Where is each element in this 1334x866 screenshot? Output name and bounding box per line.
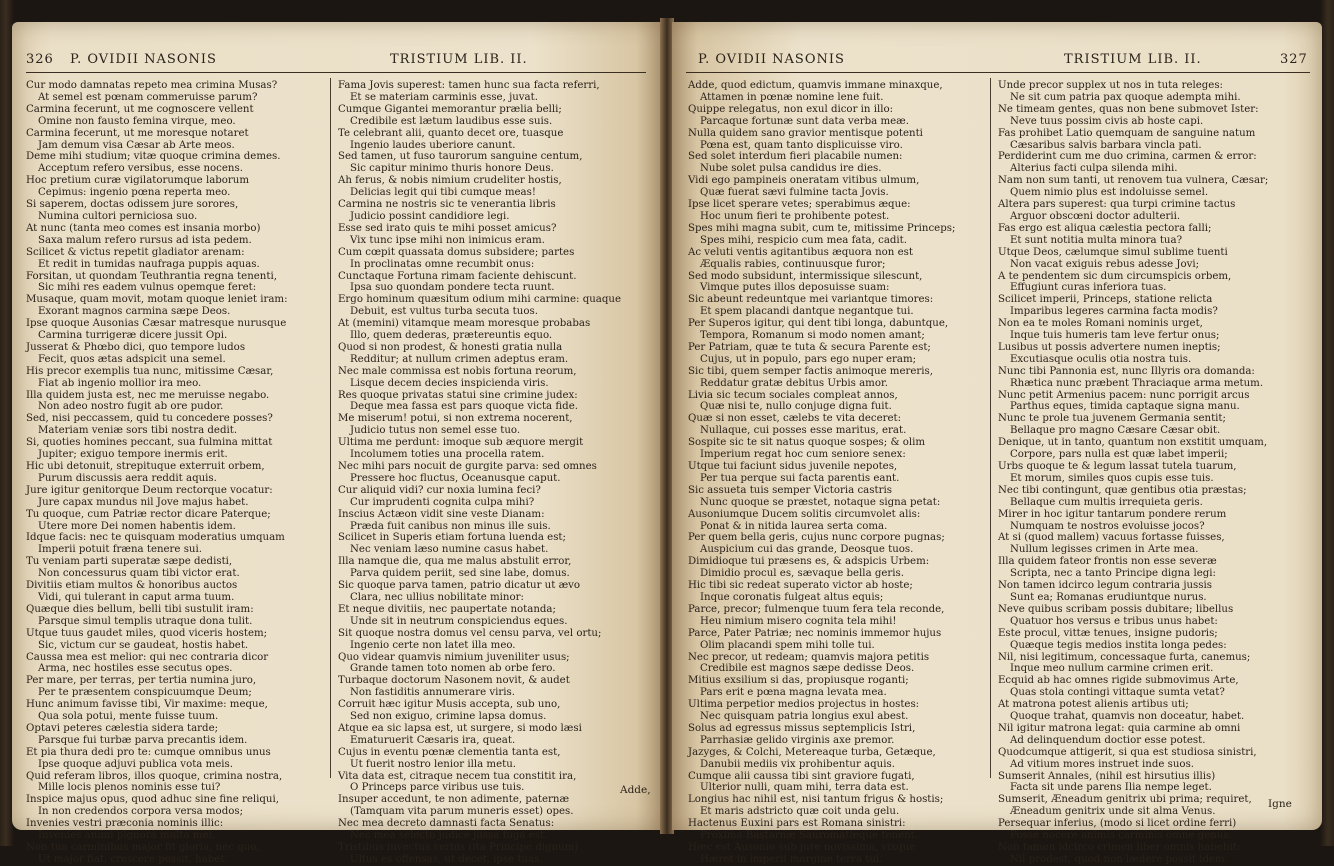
verse-line: Este procul, vittæ tenues, insigne pudoris;: [998, 627, 1218, 639]
left-column-1: [26, 80, 316, 866]
verse-line: Credibile est lætum laudibus esse suis.: [350, 115, 553, 127]
verse-line: Nec mea decreto damnasti facta Senatus:: [338, 818, 555, 830]
verse-line: Vidi, qui tulerant in caput arma tuum.: [38, 591, 235, 603]
verse-line: Longius hac nihil est, nisi tantum frigus & hostis;: [688, 794, 944, 806]
verse-line: Ad vitium mores instruet inde suos.: [1010, 758, 1195, 770]
verse-line: Ut fuerit nostro lenior illa metu.: [350, 758, 517, 770]
verse-line: Sospite sic te sit natus quoque sospes; & olim: [688, 437, 926, 449]
verse-line: Neve quibus scribam possis dubitare; libellus: [998, 603, 1234, 615]
verse-line: Mitius exsilium si das, propiusque roganti;: [688, 675, 909, 687]
verse-line: Si saperem, doctas odissem jure sorores,: [26, 199, 239, 211]
verse-line: Unde precor supplex ut nos in tuta releges:: [998, 80, 1223, 91]
verse-line: Arguor obscœni doctor adulterii.: [1010, 210, 1181, 222]
verse-line: Parsque fui turbæ parva precantis idem.: [38, 734, 248, 746]
verse-line: Persequar inferius, (modo si licet ordine ferri): [998, 818, 1237, 830]
verse-line: At nunc (tanta meo comes est insania morbo): [26, 222, 261, 234]
verse-line: Et pia thura dedi pro te: cumque omnibus unus: [26, 746, 271, 758]
verse-line: Vix tunc ipse mihi non inimicus eram.: [350, 234, 545, 246]
right-running-head-title: TRISTIUM LIB. II.: [1064, 52, 1202, 67]
verse-line: Scilicet imperii, Princeps, statione relicta: [998, 294, 1213, 306]
verse-line: A te pendentem sic dum circumspicis orbem,: [998, 270, 1232, 282]
verse-line: Me miserum! potui, si non extrema nocerent,: [338, 413, 573, 425]
verse-line: Deme mihi studium; vitæ quoque crimina demes.: [26, 151, 281, 163]
verse-line: Tu quoque, cum Patriæ rector dicare Paterque;: [26, 508, 271, 520]
verse-line: Non adeo nostro fugit ab ore pudor.: [38, 401, 224, 413]
verse-line: Ponat & in nitida laurea serta coma.: [700, 520, 888, 532]
verse-line: Delicias legit qui tibi cumque meas!: [350, 187, 536, 199]
verse-line: O Princeps parce viribus use tuis.: [350, 782, 525, 794]
right-catchword: Igne: [1268, 798, 1292, 810]
verse-line: Sic abeunt redeuntque mei variantque timores:: [688, 294, 934, 306]
verse-line: Corpore, pars nulla est quæ labet imperii;: [1010, 449, 1228, 461]
verse-line: Nulla quidem sano gravior mentisque potenti: [688, 127, 923, 139]
verse-line: Auspicium cui das grande, Deosque tuos.: [700, 544, 914, 556]
verse-line: Sed modo subsidunt, intermissique silescunt,: [688, 270, 923, 282]
verse-line: Utque tui faciunt sidus juvenile nepotes,: [688, 461, 898, 472]
verse-line: Ultus es offensas, ut decet, ipse tuas.: [350, 853, 543, 865]
verse-line: Judicio possint candidiore legi.: [350, 210, 510, 222]
verse-line: Cur imprudenti cognita culpa mihi?: [350, 496, 535, 508]
verse-line: Fecit, quos ætas adspicit una semel.: [38, 353, 226, 365]
verse-line: Jure igitur genitorque Deum rectorque vocatur:: [26, 484, 273, 496]
verse-line: Clara, nec ullius nobilitate minor:: [350, 591, 524, 603]
verse-line: Invenies animi pignora multa mei.: [38, 830, 215, 842]
verse-line: Adde, quod edictum, quamvis immane minaxque,: [688, 80, 943, 91]
verse-line: Nec quisquam patria longius exul abest.: [700, 711, 909, 723]
verse-line: Invenies vestri præconia nominis illic:: [26, 818, 224, 830]
verse-line: Carmina turrigeræ dicere jussit Opi.: [38, 330, 228, 342]
verse-line: Ematuruerit Cæsaris ira, queat.: [350, 734, 516, 746]
verse-line: Inspice majus opus, quod adhuc sine fine reliqui,: [26, 794, 279, 806]
verse-line: Illo, quem dederas, prætereuntis equo.: [350, 330, 553, 342]
verse-line: Olim placandi spem mihi tolle tui.: [700, 639, 875, 651]
verse-line: Quæ fuerat sævi fulmine tacta Jovis.: [700, 187, 889, 199]
verse-line: Pressere hoc fluctus, Oceanusque caput.: [350, 472, 561, 484]
verse-line: Parrhasiæ gelido virginis axe premor.: [700, 734, 895, 746]
right-column-divider: [990, 78, 991, 778]
verse-line: Deque mea fassa est pars quoque victa fide.: [350, 401, 578, 413]
verse-line: Cepimus: ingenio pœna reperta meo.: [38, 187, 231, 199]
verse-line: Carmina ne nostris sic te venerantia libris: [338, 199, 556, 211]
verse-line: Divitiis etiam multos & honoribus auctos: [26, 580, 238, 592]
right-page: [672, 22, 1322, 865]
verse-line: Nil prodest, quod non lædere possit idem.: [1010, 853, 1228, 865]
verse-line: Quoque trahat, quamvis non doceatur, habet.: [1010, 711, 1245, 723]
verse-line: In proclinatas omne recumbit onus:: [350, 258, 535, 270]
left-running-head-author: P. OVIDII NASONIS: [70, 52, 217, 67]
verse-line: Per Superos igitur, qui dent tibi longa, dabuntque,: [688, 318, 949, 330]
verse-line: Illa quidem justa est, nec me meruisse negabo.: [26, 389, 270, 401]
verse-line: Ecquid ab hac omnes rigide submovimus Arte,: [998, 675, 1239, 687]
right-page-number: 327: [1280, 52, 1308, 67]
verse-line: Danubii mediis vix prohibentur aquis.: [700, 758, 895, 770]
left-catchword: Adde,: [620, 784, 651, 796]
verse-line: Solus ad egressus missus septemplicis Istri,: [688, 722, 916, 734]
verse-line: Vimque putes illos deposuisse suam:: [700, 282, 890, 294]
verse-line: Hoc pretium curæ vigilatorumque laborum: [26, 175, 250, 187]
verse-line: Sed non exiguo, crimine lapsa domus.: [350, 711, 547, 723]
verse-line: Quid referam libros, illos quoque, crimina nostra,: [26, 770, 283, 782]
verse-line: Purum discussis aera reddit aquis.: [38, 472, 217, 484]
verse-line: Te celebrant alii, quanto decet ore, tuasque: [338, 127, 564, 139]
verse-line: Ne sit cum patria pax quoque adempta mihi.: [1010, 91, 1241, 103]
verse-line: Sit quoque nostra domus vel censu parva, vel ortu;: [338, 627, 602, 639]
verse-line: Grande tamen toto nomen ab orbe fero.: [350, 663, 556, 675]
verse-line: His precor exemplis tua nunc, mitissime Cæsar,: [26, 365, 274, 377]
verse-line: Ne timeam gentes, quas non bene submovet Ister:: [998, 103, 1259, 115]
verse-line: Nec precor, ut redeam; quamvis majora petitis: [688, 651, 930, 663]
verse-line: Perdiderint cum me duo crimina, carmen & error:: [998, 151, 1257, 163]
verse-line: Quodcumque attigerit, si qua est studiosa sinistri,: [998, 746, 1257, 758]
verse-line: Non concessurus quam tibi victor erat.: [38, 568, 240, 580]
verse-line: Hæc est Ausonio sub jure novissima, vixque: [688, 842, 916, 853]
verse-line: Illa quidem fateor frontis non esse severæ: [998, 556, 1217, 568]
verse-line: Per quem bella geris, cujus nunc corpore pugnas;: [688, 532, 945, 544]
verse-line: Acceptum refero versibus, esse nocens.: [38, 163, 243, 175]
right-column-1: [688, 80, 982, 866]
verse-line: (Tamquam vita parum muneris esset) opes.: [350, 806, 574, 818]
verse-line: Credibile est magnos sæpe dedisse Deos.: [700, 663, 915, 675]
verse-line: Et maris adstricto quæ coit unda gelu.: [700, 806, 900, 818]
verse-line: Sic assueta tuis semper Victoria castris: [688, 484, 892, 496]
verse-line: Fama Jovis superest: tamen hunc sua facta referri,: [338, 80, 600, 91]
verse-line: Tristibus invectus verbis (ita Principe dignum): [338, 842, 579, 853]
verse-line: Cur modo damnatas repeto mea crimina Musas?: [26, 80, 278, 91]
verse-line: Et spem placandi dantque negantque tui.: [700, 306, 914, 318]
verse-line: Et se materiam carminis esse, juvat.: [350, 91, 538, 103]
verse-line: Rhætica nunc præbent Thraciaque arma metum.: [1010, 377, 1264, 389]
verse-line: Neve tuus possim civis ab hoste capi.: [1010, 115, 1204, 127]
verse-line: Scilicet in Superis etiam fortuna luenda est;: [338, 532, 566, 544]
verse-line: Per Patriam, quæ te tuta & secura Parente est;: [688, 341, 931, 353]
verse-line: Esse sed irato quis te mihi posset amicus?: [338, 222, 557, 234]
verse-line: Imparibus legeres carmina facta modis?: [1010, 306, 1218, 318]
verse-line: Quæ si non esset, cælebs te vita deceret:: [688, 413, 902, 425]
verse-line: Inque tuis humeris tam leve fertur onus;: [1010, 330, 1220, 342]
verse-line: Nec mihi pars nocuit de gurgite parva: sed omnes: [338, 461, 597, 472]
verse-line: Per te præsentem conspicuumque Deum;: [38, 687, 252, 699]
verse-line: Ipse quoque adjuvi publica vota meis.: [38, 758, 234, 770]
verse-line: Præda fuit canibus non minus ille suis.: [350, 520, 551, 532]
verse-line: Hoc unum fieri te prohibente potest.: [700, 210, 890, 222]
verse-line: Sed tamen, ut fuso taurorum sanguine centum,: [338, 151, 583, 163]
left-column-2: [338, 80, 638, 866]
verse-line: Sic quoque parva tamen, patrio dicatur ut ævo: [338, 580, 581, 592]
verse-line: Nunc tibi Pannonia est, nunc Illyris ora domanda:: [998, 365, 1255, 377]
verse-line: Sumserit, Æneadum genitrix ubi prima; requiret,: [998, 794, 1252, 806]
verse-line: Nullum legisses crimen in Arte mea.: [1010, 544, 1199, 556]
left-running-head-title: TRISTIUM LIB. II.: [390, 52, 528, 67]
verse-line: Tempora, Romanum si modo nomen amant;: [700, 330, 925, 342]
verse-line: Idque facis: nec te quisquam moderatius umquam: [26, 532, 285, 544]
verse-line: Et redit in tumidas naufraga puppis aquas.: [38, 258, 260, 270]
verse-line: Pœna est, quam tanto displicuisse viro.: [700, 139, 903, 151]
verse-line: Fiat ab ingenio mollior ira meo.: [38, 377, 202, 389]
verse-line: Ut major fiat, crescere possit, habet.: [38, 853, 228, 865]
verse-line: Nullaque, cui posses esse maritus, erat.: [700, 425, 907, 437]
verse-line: At si (quod mallem) vacuus fortasse fuisses,: [998, 532, 1225, 544]
verse-line: Ingenio certe non latet illa meo.: [350, 639, 516, 651]
verse-line: Nec mea selecto judice jussa fuga est.: [350, 830, 548, 842]
verse-line: Sic mihi res eadem vulnus opemque feret:: [38, 282, 257, 294]
verse-line: Jam demum visa Cæsar ab Arte meos.: [38, 139, 235, 151]
verse-line: Ultima me perdunt: imoque sub æquore mergit: [338, 437, 584, 449]
verse-line: Cum cœpit quassata domus subsidere; partes: [338, 246, 575, 258]
verse-line: Nube solet pulsa candidus ire dies.: [700, 163, 882, 175]
verse-line: Musaque, quam movit, motam quoque leniet iram:: [26, 294, 288, 306]
verse-line: Bellaque cum multis irrequieta geris.: [1010, 496, 1203, 508]
verse-line: Alterius facti culpa silenda mihi.: [1010, 163, 1178, 175]
verse-line: Cumque Gigantei memorantur prælia belli;: [338, 103, 562, 115]
verse-line: Exorant magnos carmina sæpe Deos.: [38, 306, 231, 318]
verse-line: Excutiasque oculis otia nostra tuis.: [1010, 353, 1192, 365]
verse-line: Spes mihi magna subit, cum te, mitissime Princeps;: [688, 222, 956, 234]
verse-line: Ipse licet sperare vetes; sperabimus æque:: [688, 199, 911, 211]
verse-line: Hic ubi detonuit, strepituque exterruit orbem,: [26, 461, 265, 472]
verse-line: Fas ergo est aliqua cælestia pectora falli;: [998, 222, 1212, 234]
verse-line: Optavi peteres cælestia sidera tarde;: [26, 722, 219, 734]
verse-line: Ausoniumque Ducem solitis circumvolet alis:: [688, 508, 921, 520]
verse-line: Quas stola contingi vittaque sumta vetat?: [1010, 687, 1225, 699]
verse-line: Vidi ego pampineis oneratam vitibus ulmum,: [688, 175, 920, 187]
verse-line: Nec tibi contingunt, quæ gentibus otia præstas;: [998, 484, 1247, 496]
verse-line: Sic capitur minimo thuris honore Deus.: [350, 163, 554, 175]
verse-line: Et sunt notitia multa minora tua?: [1010, 234, 1183, 246]
verse-line: Quæque tegis medios instita longa pedes:: [1010, 639, 1227, 651]
verse-line: Sic, victum cur se gaudeat, hostis habet.: [38, 639, 249, 651]
right-head-rule: [686, 72, 1310, 73]
verse-line: Hæret in imperii margine terra tui.: [700, 853, 883, 865]
verse-line: Scripta, nec a tanto Principe digna legi:: [1010, 568, 1216, 580]
verse-line: Et morum, similes quos cupis esse tuis.: [1010, 472, 1214, 484]
verse-line: Spes mihi, respicio cum mea fata, cadit.: [700, 234, 907, 246]
verse-line: Lisque decem decies inspicienda viris.: [350, 377, 549, 389]
verse-line: Numina cultori perniciosa suo.: [38, 210, 198, 222]
right-column-2: [998, 80, 1302, 866]
verse-line: Parthus eques, timida captaque signa manu.: [1010, 401, 1240, 413]
verse-line: Vita data est, citraque necem tua constitit ira,: [338, 770, 577, 782]
verse-line: Cumque alii caussa tibi sint graviore fugati,: [688, 770, 915, 782]
verse-line: Corruit hæc igitur Musis accepta, sub uno,: [338, 699, 561, 711]
verse-line: Imperii potuit fræna tenere sui.: [38, 544, 202, 556]
verse-line: Bellaque pro magno Cæsare Cæsar obit.: [1010, 425, 1221, 437]
verse-line: Jure capax mundus nil Jove majus habet.: [38, 496, 249, 508]
right-running-head-author: P. OVIDII NASONIS: [698, 52, 845, 67]
verse-line: Non ea te moles Romani nominis urget,: [998, 318, 1203, 330]
verse-line: Ultima perpetior medios projectus in hostes:: [688, 699, 920, 711]
verse-line: Ad delinquendum doctior esse potest.: [1010, 734, 1206, 746]
left-page: [12, 22, 662, 865]
verse-line: Lusibus ut possis advertere numen ineptis;: [998, 341, 1221, 353]
verse-line: Mirer in hoc igitur tantarum pondere rerum: [998, 508, 1227, 520]
verse-line: Nil igitur matrona legat: quia carmine ab omni: [998, 722, 1241, 734]
verse-line: Saxa malum refero rursus ad ista pedem.: [38, 234, 252, 246]
verse-line: Redditur; at nullum crimen adeptus eram.: [350, 353, 569, 365]
verse-line: Quod si non prodest, & honesti gratia nulla: [338, 341, 563, 353]
verse-line: Cæsaribus salvis barbara vincla pati.: [1010, 139, 1202, 151]
verse-line: Facta sit unde parens Ilia nempe leget.: [1010, 782, 1212, 794]
verse-line: Denique, ut in tanto, quantum non exstitit umquam,: [998, 437, 1268, 449]
verse-line: In non credendos corpora versa modos;: [38, 806, 244, 818]
verse-line: Quatuor hos versus e tribus unus habet:: [1010, 615, 1218, 627]
verse-line: Attamen in pœnæ nomine lene fuit.: [700, 91, 884, 103]
verse-line: Jupiter; exiguo tempore inermis erit.: [38, 449, 228, 461]
verse-line: Pars erit e pœna magna levata mea.: [700, 687, 887, 699]
verse-line: Omine non fausto femina virque, meo.: [38, 115, 236, 127]
verse-line: Æneadum genitrix unde sit alma Venus.: [1010, 806, 1216, 818]
verse-line: Caussa mea est melior: qui nec contraria dicor: [26, 651, 269, 663]
verse-line: Quippe relegatus, non exul dicor in illo:: [688, 103, 894, 115]
verse-line: Parce, Pater Patriæ; nec nominis immemor hujus: [688, 627, 942, 639]
verse-line: Inque coronatis fulgeat altus equis;: [700, 591, 884, 603]
verse-line: Fas prohibet Latio quemquam de sanguine natum: [998, 127, 1256, 139]
left-head-rule: [26, 72, 646, 73]
verse-line: Quæ nisi te, nullo conjuge digna fuit.: [700, 401, 892, 413]
verse-line: Dimidioque tui præsens es, & adspicis Urbem:: [688, 556, 930, 568]
verse-line: Ergo hominum quæsitum odium mihi carmine: quaque: [338, 294, 621, 306]
verse-line: Judicio tutus non semel esse tuo.: [350, 425, 521, 437]
verse-line: Debuit, est vultus turba secuta tuos.: [350, 306, 538, 318]
verse-line: Livia sic tecum sociales compleat annos,: [688, 389, 898, 401]
verse-line: Hunc animum favisse tibi, Vir maxime: meque,: [26, 699, 268, 711]
verse-line: Dimidio procul es, sævaque bella geris.: [700, 568, 905, 580]
verse-line: Sunt ea; Romanas erudiuntque nurus.: [1010, 591, 1207, 603]
verse-line: Parva quidem periit, sed sine labe, domus.: [350, 568, 570, 580]
verse-line: Æqualis rabies, continuusque furor;: [700, 258, 886, 270]
verse-line: Ac veluti ventis agitantibus æquora non est: [688, 246, 913, 258]
verse-line: Cujus, ut in populo, pars ego nuper eram;: [700, 353, 917, 365]
verse-line: At (memini) vitamque meam moresque probabas: [338, 318, 591, 330]
verse-line: Parcaque fortunæ sunt data verba meæ.: [700, 115, 909, 127]
verse-line: Parce, precor; fulmenque tuum fera tela reconde,: [688, 603, 945, 615]
verse-line: Reddatur gratæ debitus Urbis amor.: [700, 377, 888, 389]
verse-line: Heu nimium misero cognita tela mihi!: [700, 615, 897, 627]
verse-line: Scilicet & victus repetit gladiator arenam:: [26, 246, 245, 258]
verse-line: Non tamen idcirco legum contraria jussis: [998, 580, 1213, 592]
verse-line: Non vacat exiguis rebus adesse Jovi;: [1010, 258, 1200, 270]
verse-line: Non fastiditis annumerare viris.: [350, 687, 516, 699]
verse-line: Proxima Bastarnæ Sauromatæque tenent.: [700, 830, 919, 842]
verse-line: Atque ea sic lapsa est, ut surgere, si modo læsi: [338, 722, 582, 734]
verse-line: Inque meo nullum carmine crimen erit.: [1010, 663, 1214, 675]
verse-line: At semel est pœnam commeruisse parum?: [38, 91, 258, 103]
verse-line: Res quoque privatas statui sine crimine judex:: [338, 389, 578, 401]
verse-line: Hic tibi sic redeat superato victor ab hoste;: [688, 580, 913, 592]
verse-line: At matrona potest alienis artibus uti;: [998, 699, 1189, 711]
verse-line: Qua sola potui, mente fuisse tuum.: [38, 711, 219, 723]
verse-line: Forsitan, ut quondam Teuthrantia regna tenenti,: [26, 270, 277, 282]
verse-line: Nunc te prole tua juvenem Germania sentit;: [998, 413, 1226, 425]
verse-line: Materiam veniæ sors tibi nostra dedit.: [38, 425, 238, 437]
verse-line: Sed solet interdum fieri placabile numen:: [688, 151, 903, 163]
verse-line: Ah ferus, & nobis nimium crudeliter hostis,: [338, 175, 562, 187]
verse-line: Illa namque die, qua me malus abstulit error,: [338, 556, 572, 568]
verse-line: Imperium regat hoc cum seniore senex:: [700, 449, 906, 461]
verse-line: Turbaque doctorum Nasonem novit, & audet: [338, 675, 570, 687]
verse-line: Jusserat & Phœbo dici, quo tempore ludos: [26, 341, 246, 353]
verse-line: Altera pars superest: qua turpi crimine tactus: [998, 199, 1236, 211]
verse-line: Inscius Actæon vidit sine veste Dianam:: [338, 508, 545, 520]
verse-line: Insuper accedunt, te non adimente, paternæ: [338, 794, 570, 806]
verse-line: Nil, nisi legitimum, concessaque furta, canemus;: [998, 651, 1251, 663]
verse-line: Hactenus Euxini pars est Romana sinistri:: [688, 818, 906, 830]
verse-line: Utere more Dei nomen habentis idem.: [38, 520, 236, 532]
verse-line: Non tua carminibus major fit gloria, nec quo,: [26, 842, 260, 853]
verse-line: Numquam te nostros evoluisse jocos?: [1010, 520, 1205, 532]
verse-line: Quo videar quamvis nimium juveniliter usus;: [338, 651, 570, 663]
verse-line: Urbs quoque te & legum lassat tutela tuarum,: [998, 461, 1237, 472]
verse-line: Ipse quoque Ausonias Cæsar matresque nurusque: [26, 318, 287, 330]
left-page-number: 326: [26, 52, 54, 67]
verse-line: Cur aliquid vidi? cur noxia lumina feci?: [338, 484, 541, 496]
verse-line: Parsque simul templis utraque dona tulit.: [38, 615, 253, 627]
verse-line: Nec veniam læso numine casus habet.: [350, 544, 549, 556]
verse-line: Ulterior nulli, quam mihi, terra data est.: [700, 782, 909, 794]
verse-line: Et neque divitiis, nec paupertate notanda;: [338, 603, 556, 615]
verse-line: Mille locis plenos nominis esse tui?: [38, 782, 221, 794]
verse-line: Quæque dies bellum, belli tibi sustulit iram:: [26, 603, 254, 615]
verse-line: Utque tuus gaudet miles, quod viceris hostem;: [26, 627, 268, 639]
verse-line: Utque Deos, cælumque simul sublime tuenti: [998, 246, 1228, 258]
verse-line: Non tamen idcirco crimen liber omnis habebit:: [998, 842, 1241, 853]
verse-line: Si, quoties homines peccant, sua fulmina mittat: [26, 437, 273, 449]
verse-line: Nam non sum tanti, ut renovem tua vulnera, Cæsar;: [998, 175, 1269, 187]
verse-line: Sic tibi, quem semper factis animoque mereris,: [688, 365, 933, 377]
verse-line: Quem nimio plus est indoluisse semel.: [1010, 187, 1209, 199]
verse-line: Nunc petit Armenius pacem: nunc porrigit arcus: [998, 389, 1250, 401]
verse-line: Unde sit in neutrum conspiciendus eques.: [350, 615, 568, 627]
verse-line: Tu veniam parti superatæ sæpe dedisti,: [26, 556, 233, 568]
verse-line: Incolumem toties una procella ratem.: [350, 449, 545, 461]
verse-line: Sumserit Annales, (nihil est hirsutius illis): [998, 770, 1216, 782]
verse-line: Cujus in eventu pœnæ clementia tanta est,: [338, 746, 561, 758]
verse-line: Carmina fecerunt, ut me moresque notaret: [26, 127, 249, 139]
verse-line: Ingenio laudes uberiore canunt.: [350, 139, 516, 151]
verse-line: Carmina fecerunt, ut me cognoscere vellent: [26, 103, 254, 115]
verse-line: Per mare, per terras, per tertia numina juro,: [26, 675, 257, 687]
verse-line: Jazyges, & Colchi, Metereaque turba, Getæque,: [688, 746, 936, 758]
verse-line: Per tua perque sui facta parentis eant.: [700, 472, 900, 484]
verse-line: Sed, nisi peccassem, quid tu concedere posses?: [26, 413, 273, 425]
verse-line: Arma, nec hostiles esse secutus opes.: [38, 663, 233, 675]
verse-line: Cunctaque Fortuna rimam faciente dehiscunt.: [338, 270, 577, 282]
verse-line: Effugiunt curas inferiora tuas.: [1010, 282, 1167, 294]
verse-line: Nec male commissa est nobis fortuna reorum,: [338, 365, 577, 377]
left-column-divider: [330, 78, 331, 778]
verse-line: Ipsa suo quondam pondere tecta ruunt.: [350, 282, 555, 294]
verse-line: Nunc quoque se præstet, notaque signa petat:: [700, 496, 941, 508]
verse-line: Posse nocere animis carminis omne genus.: [1010, 830, 1232, 842]
